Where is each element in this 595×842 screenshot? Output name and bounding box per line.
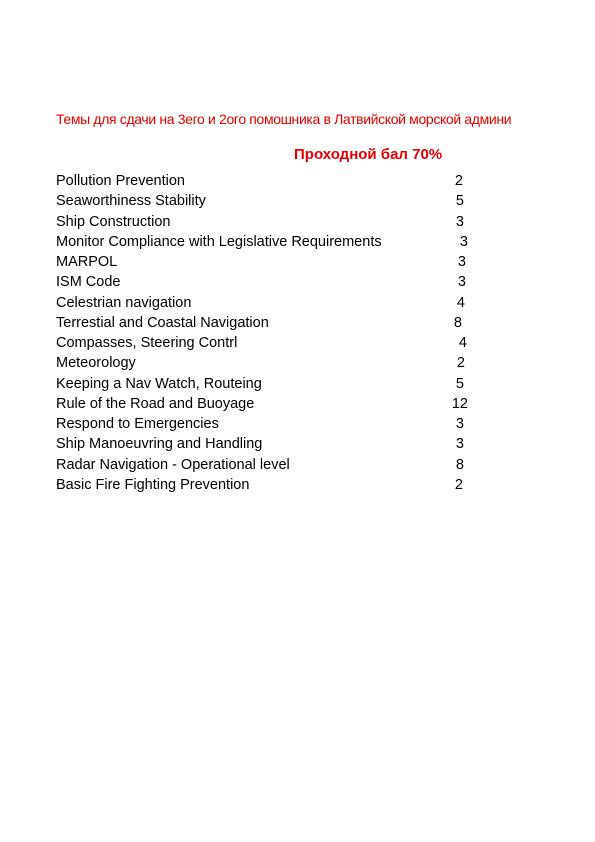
topic-count: 3 <box>457 274 466 291</box>
topic-count: 2 <box>454 173 463 189</box>
topic-row <box>56 191 486 211</box>
pass-score-note: Проходной бал 70% <box>294 146 443 163</box>
topic-count: 4 <box>458 335 467 351</box>
topic-name: Pollution Prevention <box>56 173 185 189</box>
topic-name: Terrestial and Coastal Navigation <box>56 314 269 331</box>
topic-row <box>56 414 486 434</box>
topic-name: Meteorology <box>56 355 136 372</box>
topic-name: Keeping a Nav Watch, Routeing <box>56 375 262 392</box>
topic-name: MARPOL <box>56 254 118 270</box>
topic-count: 5 <box>455 193 464 210</box>
topic-row <box>56 353 486 373</box>
topic-row <box>56 252 486 272</box>
topic-name: Celestrian navigation <box>56 294 192 311</box>
topic-row <box>56 171 486 191</box>
document-header: Темы для сдачи на 3его и 2ого помошника в Латвийской морской админи <box>56 111 512 127</box>
topic-name: Ship Manoeuvring and Handling <box>56 436 263 453</box>
topic-row <box>56 333 486 353</box>
topic-row <box>56 394 486 414</box>
topic-row <box>56 475 486 495</box>
topic-name: Respond to Emergencies <box>56 416 219 432</box>
topic-count: 3 <box>455 213 464 230</box>
topic-name: Seaworthiness Stability <box>56 193 206 210</box>
topic-count: 3 <box>455 416 464 432</box>
topic-row <box>56 212 486 232</box>
topic-count: 12 <box>451 395 468 412</box>
topic-name: Monitor Compliance with Legislative Requirements <box>56 233 382 250</box>
topic-name: Basic Fire Fighting Prevention <box>56 476 250 493</box>
topic-count: 8 <box>453 314 462 331</box>
topic-name: Compasses, Steering Contrl <box>56 335 238 351</box>
topic-list <box>56 171 486 495</box>
topic-name: Rule of the Road and Buoyage <box>56 395 255 412</box>
topic-count: 8 <box>455 456 464 473</box>
topic-count: 2 <box>454 476 463 493</box>
topic-row <box>56 455 486 475</box>
topic-row <box>56 313 486 333</box>
topic-count: 3 <box>455 436 464 453</box>
topic-name: Radar Navigation - Operational level <box>56 456 290 473</box>
topic-count: 4 <box>456 294 465 311</box>
topic-name: Ship Construction <box>56 213 171 230</box>
topic-count: 3 <box>459 233 468 250</box>
topic-count: 2 <box>456 355 465 372</box>
topic-row <box>56 434 486 454</box>
topic-count: 5 <box>455 375 464 392</box>
topic-count: 3 <box>457 254 466 270</box>
topic-row <box>56 293 486 313</box>
topic-name: ISM Code <box>56 274 121 291</box>
topic-row <box>56 272 486 292</box>
topic-row <box>56 374 486 394</box>
topic-row <box>56 232 486 252</box>
